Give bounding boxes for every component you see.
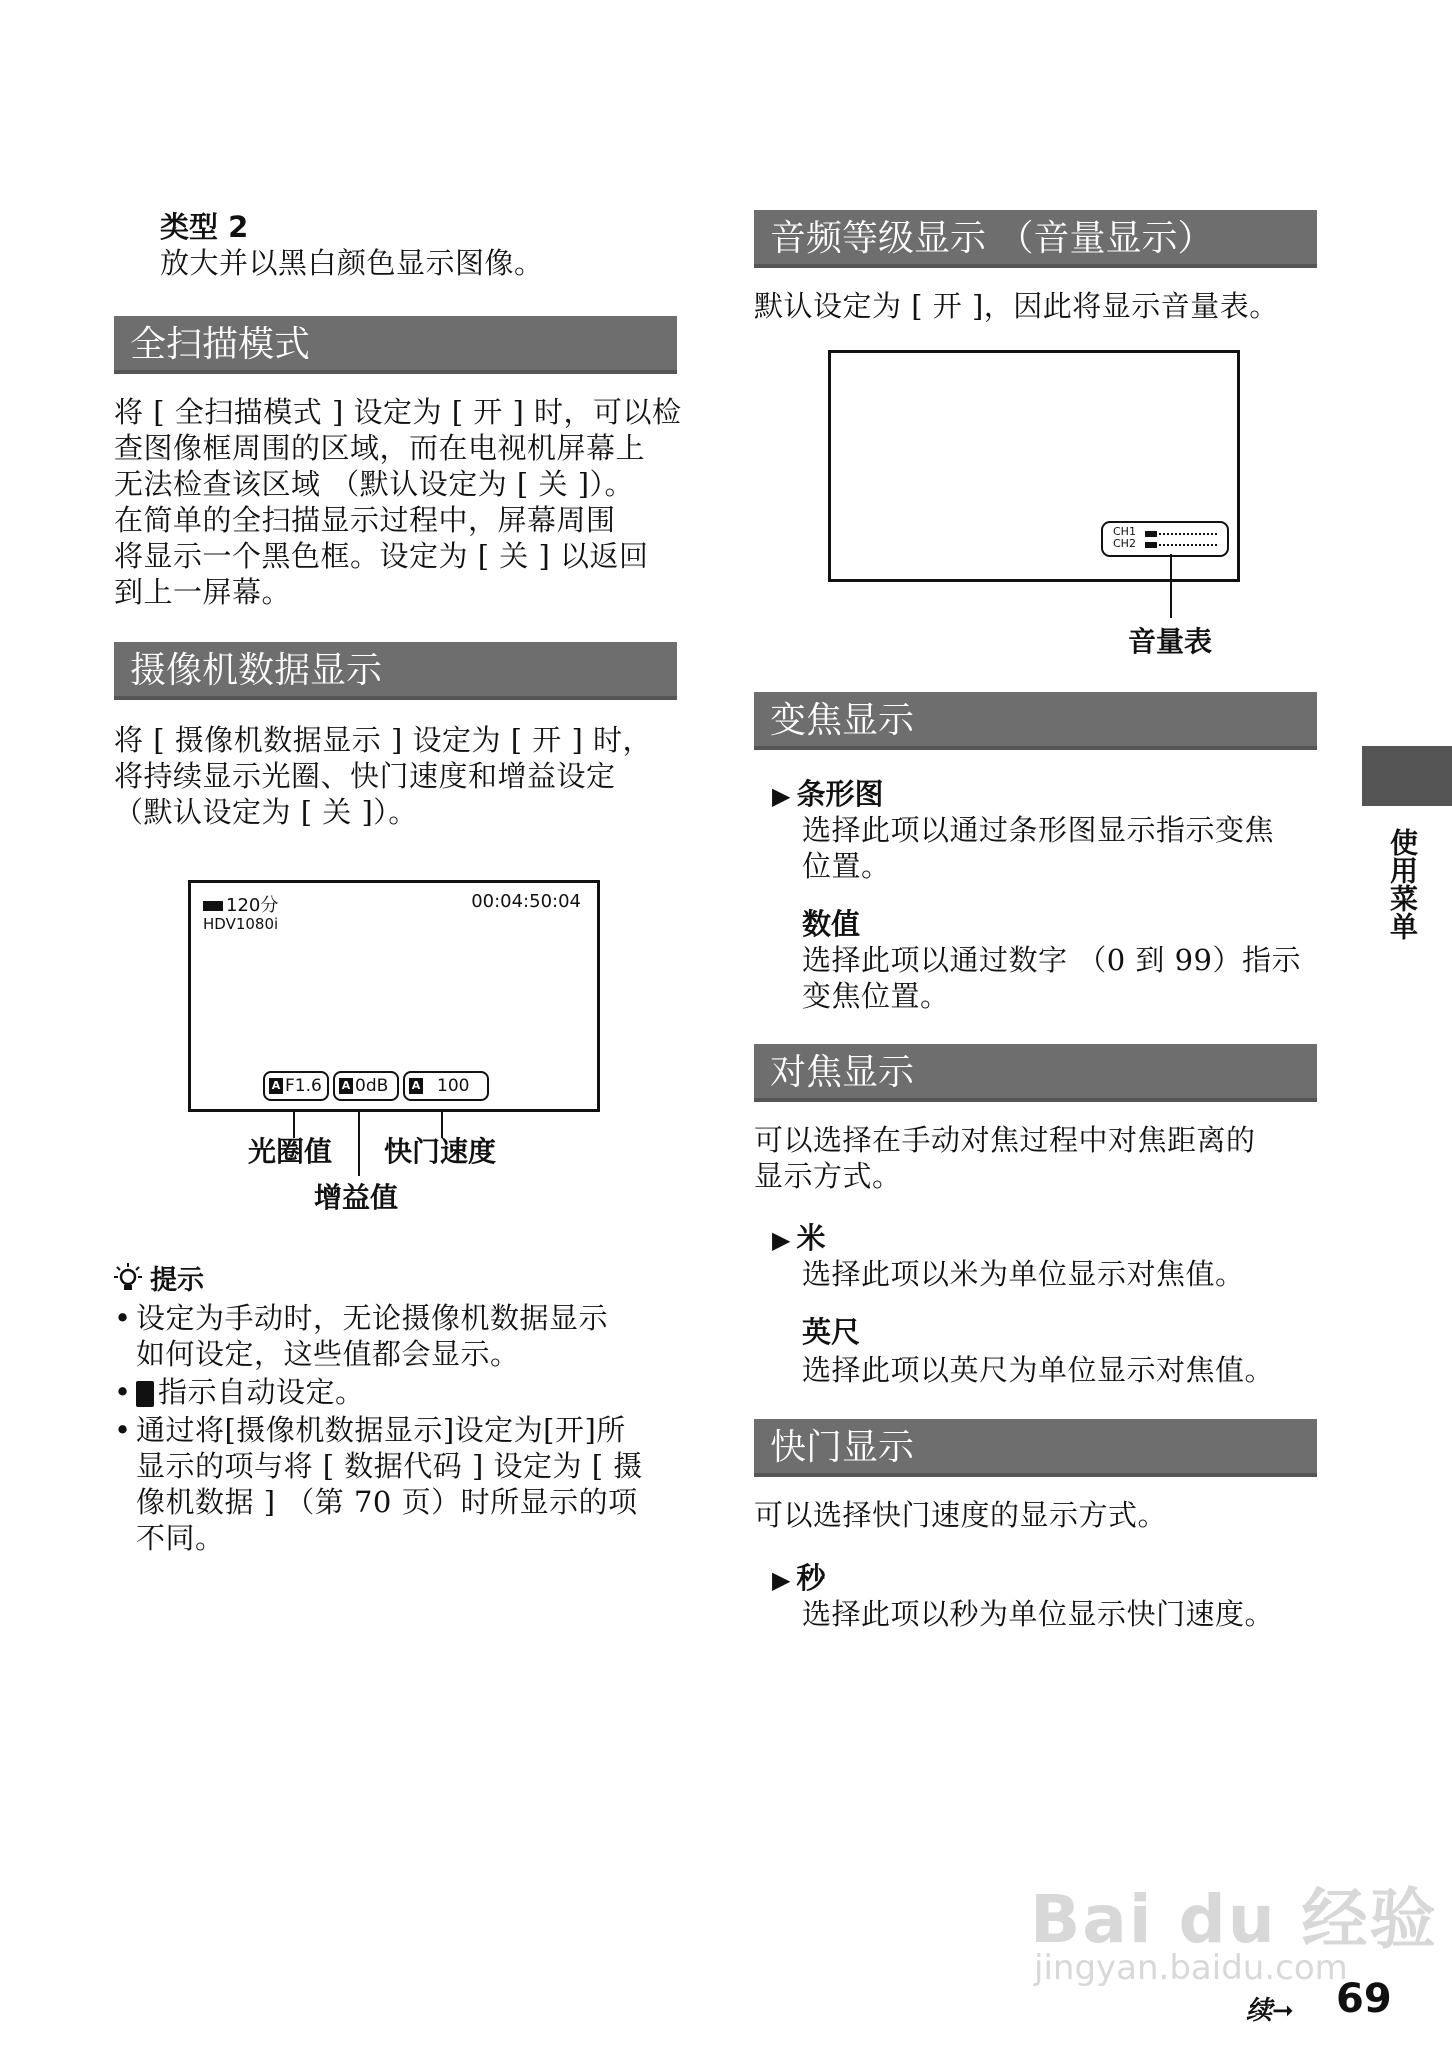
focus-heading: 对焦显示 <box>754 1044 1317 1102</box>
shutter-opt1-label: 秒 <box>796 1561 826 1595</box>
fullscan-body <box>114 394 694 610</box>
zoom-opt1-label: 条形图 <box>796 777 884 811</box>
focus-opt1-desc: 选择此项以米为单位显示对焦值。 <box>802 1257 1245 1291</box>
audio-meter <box>1101 521 1229 557</box>
side-tab-label: 使用菜单 <box>1386 828 1419 940</box>
format-label: HDV1080i <box>203 915 279 933</box>
tip-line: 显示的项与将 [ 数据代码 ] 设定为 [ 摄 <box>136 1449 643 1483</box>
timecode: 00:04:50:04 <box>471 891 581 912</box>
auto-icon: A <box>409 1078 423 1094</box>
continued-text: 续 <box>1246 1996 1273 2026</box>
side-tab-marker <box>1362 746 1452 806</box>
tips-list <box>114 1300 694 1558</box>
shutter-pill <box>403 1071 489 1101</box>
tips-header <box>114 1258 204 1297</box>
ch1-label: CH1 <box>1113 525 1136 538</box>
fullscan-line: 在简单的全扫描显示过程中，屏幕周围 <box>114 503 616 537</box>
camdata-line: （默认设定为 [ 关 ]）。 <box>114 795 418 829</box>
tip-item <box>114 1412 694 1556</box>
fullscan-line: 将显示一个黑色框。设定为 [ 关 ] 以返回 <box>114 539 649 573</box>
tips-title: 提示 <box>150 1265 204 1296</box>
meter-label: 音量表 <box>1128 625 1213 658</box>
type2-desc: 放大并以黑白颜色显示图像。 <box>160 246 544 280</box>
shutter-value: 100 <box>437 1076 470 1096</box>
audio-desc: 默认设定为 [ 开 ]，因此将显示音量表。 <box>754 289 1279 323</box>
tip-item <box>114 1374 694 1410</box>
gain-value: 0dB <box>355 1076 389 1096</box>
zoom-opt1-line: 选择此项以通过条形图显示指示变焦 <box>802 813 1275 847</box>
zoom-opt2-body <box>802 942 1301 1014</box>
tip-line: 如何设定，这些值都会显示。 <box>136 1337 520 1371</box>
focus-opt1-label: 米 <box>796 1221 826 1255</box>
aperture-pill <box>263 1071 329 1101</box>
auto-icon <box>136 1381 154 1407</box>
camdata-line: 将持续显示光圈、快门速度和增益设定 <box>114 759 616 793</box>
aperture-label: 光圈值 <box>248 1135 333 1168</box>
zoom-opt1-line: 位置。 <box>802 849 891 883</box>
shutter-opt1-desc: 选择此项以秒为单位显示快门速度。 <box>802 1597 1275 1631</box>
ch1-bar <box>1145 531 1157 537</box>
page-number: 69 <box>1336 1976 1392 2022</box>
tip-line: 指示自动设定。 <box>158 1375 365 1409</box>
focus-opt1-title <box>772 1216 825 1257</box>
tip-item <box>114 1300 694 1372</box>
ch2-label: CH2 <box>1113 537 1136 550</box>
focus-opt2-title: 英尺 <box>802 1315 861 1349</box>
tip-line: • 通过将[摄像机数据显示]设定为[开]所 <box>136 1413 626 1447</box>
shutter-label: 快门速度 <box>384 1135 497 1168</box>
aperture-value: F1.6 <box>285 1076 322 1096</box>
tip-line: • 设定为手动时，无论摄像机数据显示 <box>136 1301 609 1335</box>
camdata-screen <box>188 880 600 1112</box>
gain-leader <box>358 1112 360 1176</box>
ch1-scale <box>1159 533 1217 535</box>
focus-body <box>754 1122 1256 1194</box>
zoom-opt2-title: 数值 <box>802 907 861 941</box>
watermark-url: jingyan.baidu.com <box>1034 1948 1348 1988</box>
triangle-icon: ▶ <box>772 782 791 810</box>
zoom-opt1-body <box>802 812 1274 884</box>
zoom-opt2-line: 选择此项以通过数字 （0 到 99）指示 <box>802 943 1302 977</box>
battery-icon <box>203 901 223 911</box>
fullscan-line: 到上一屏幕。 <box>114 575 292 609</box>
audio-screen <box>828 350 1240 582</box>
fullscan-heading: 全扫描模式 <box>114 316 677 374</box>
type2-title: 类型 2 <box>160 210 249 244</box>
fullscan-line: 查图像框周围的区域，而在电视机屏幕上 <box>114 431 646 465</box>
battery-readout <box>203 891 278 917</box>
focus-opt2-desc: 选择此项以英尺为单位显示对焦值。 <box>802 1353 1275 1387</box>
zoom-opt2-line: 变焦位置。 <box>802 979 950 1013</box>
watermark-logo: Bai du 经验 <box>1030 1881 1438 1958</box>
zoom-heading: 变焦显示 <box>754 692 1317 750</box>
fullscan-line: 将 [ 全扫描模式 ] 设定为 [ 开 ] 时，可以检 <box>114 395 682 429</box>
gain-pill <box>333 1071 399 1101</box>
focus-line: 可以选择在手动对焦过程中对焦距离的 <box>754 1123 1256 1157</box>
triangle-icon: ▶ <box>772 1226 791 1254</box>
auto-icon: A <box>269 1078 283 1094</box>
triangle-icon: ▶ <box>772 1566 791 1594</box>
shutter-desc: 可以选择快门速度的显示方式。 <box>754 1498 1168 1532</box>
camdata-body <box>114 722 694 830</box>
shutter-opt1-title <box>772 1556 825 1597</box>
audio-channels <box>1113 526 1136 550</box>
meter-leader <box>1170 554 1172 618</box>
audio-heading: 音频等级显示 （音量显示） <box>754 210 1317 268</box>
tip-line: 不同。 <box>136 1521 225 1555</box>
shutter-heading: 快门显示 <box>754 1419 1317 1477</box>
continued-label <box>1246 1990 1294 2027</box>
battery-time: 120分 <box>226 895 279 916</box>
focus-line: 显示方式。 <box>754 1159 902 1193</box>
auto-icon: A <box>339 1078 353 1094</box>
fullscan-line: 无法检查该区域 （默认设定为 [ 关 ]）。 <box>114 467 635 501</box>
arrow-right-icon: ➞ <box>1272 1996 1294 2026</box>
zoom-opt1-title <box>772 772 883 813</box>
camdata-line: 将 [ 摄像机数据显示 ] 设定为 [ 开 ] 时， <box>114 723 653 757</box>
ch2-bar <box>1145 542 1157 548</box>
lightbulb-icon <box>114 1262 142 1294</box>
ch2-scale <box>1159 544 1217 546</box>
tip-line: 像机数据 ] （第 70 页）时所显示的项 <box>136 1485 638 1519</box>
gain-label: 增益值 <box>314 1181 399 1214</box>
camdata-heading: 摄像机数据显示 <box>114 642 677 700</box>
